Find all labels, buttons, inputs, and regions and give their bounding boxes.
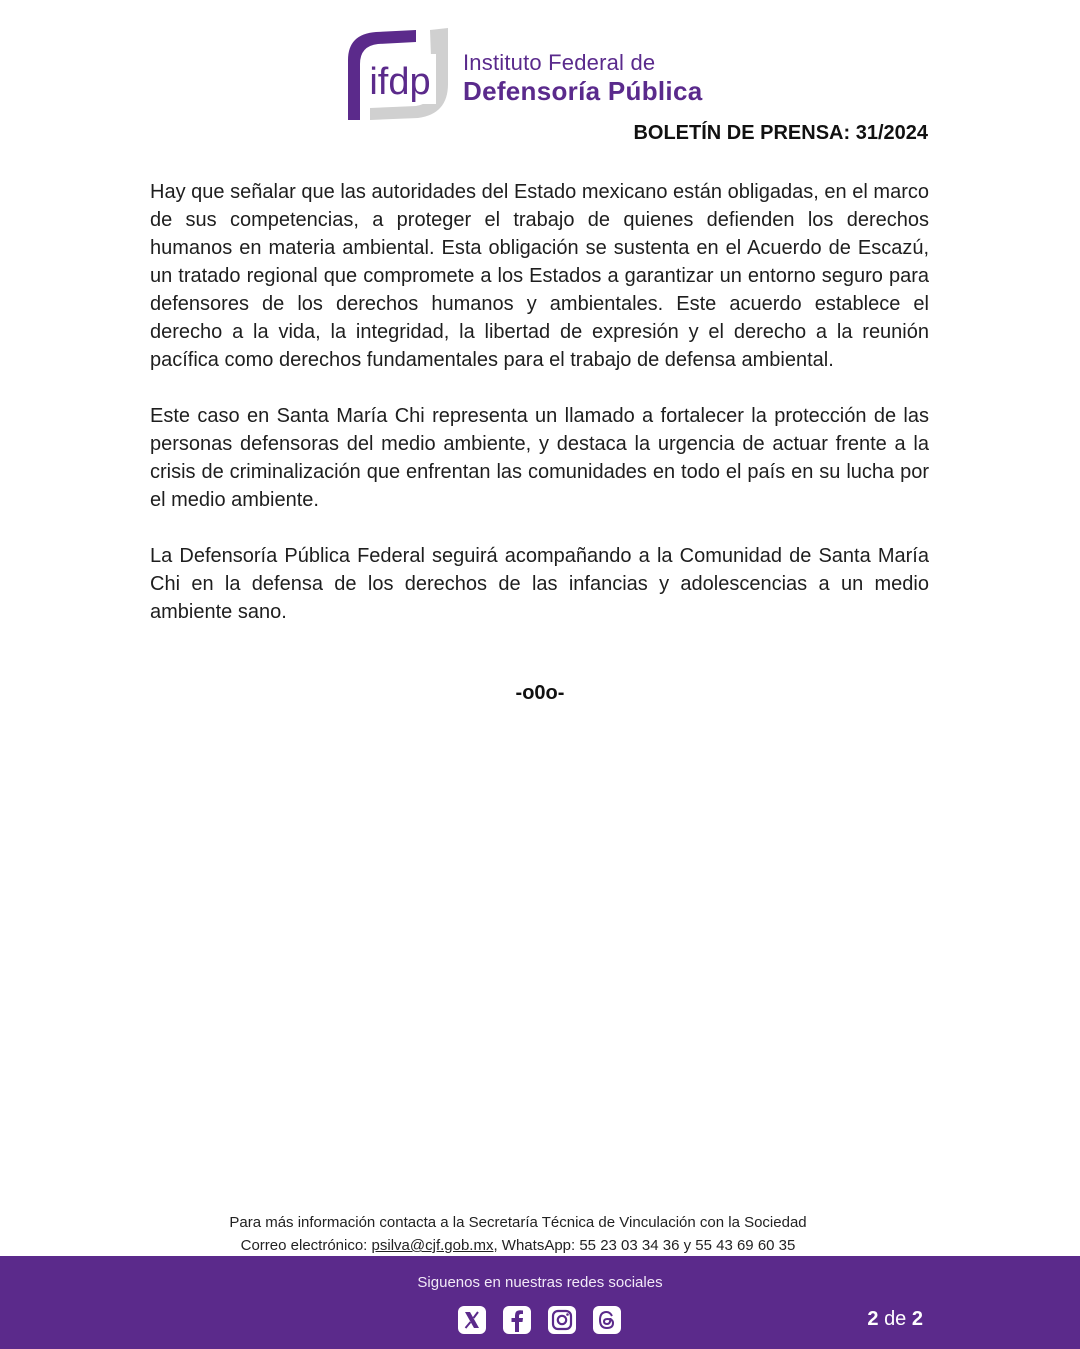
ifdp-logo: [330, 26, 730, 122]
email-link[interactable]: psilva@cjf.gob.mx: [371, 1237, 494, 1254]
social-icons: [457, 1305, 627, 1337]
threads-icon[interactable]: [592, 1305, 622, 1335]
bulletin-number: BOLETÍN DE PRENSA: 31/2024: [633, 122, 928, 144]
paragraph: Este caso en Santa María Chi representa un llamado a fortalecer la protección de las personas defensoras del medio ambiente, y destaca la urgencia de actuar frente a la crisis de criminalización que enfrentan las comunidades en todo el país en su lucha por el medio ambiente.: [150, 405, 929, 511]
page-total: 2: [911, 1308, 923, 1330]
ifdp-logo-mark: [330, 26, 450, 122]
page-current: 2: [867, 1308, 879, 1330]
page-number: [867, 1308, 923, 1331]
social-label: Siguenos en nuestras redes sociales: [417, 1274, 663, 1291]
paragraph: Hay que señalar que las autoridades del Estado mexicano están obligadas, en el marco de sus competencias, a proteger el trabajo de quienes defienden los derechos humanos en materia ambiental. Esta obligación se sustenta en el Acuerdo de Escazú, un tratado regional que compromete a los Estados a garantizar un entorno seguro para defensores de los derechos humanos y ambientales. Este acuerdo establece el derecho a la vida, la integridad, la libertad de expresión y el derecho a la reunión pacífica como derechos fundamentales para el trabajo de defensa ambiental.: [150, 181, 929, 371]
paragraph: La Defensoría Pública Federal seguirá acompañando a la Comunidad de Santa María Chi en la defensa de los derechos de las infancias y adolescencias a un medio ambiente sano.: [150, 545, 929, 623]
facebook-icon[interactable]: [502, 1305, 532, 1335]
logo-abbr: ifdp: [369, 61, 431, 103]
email-label: Correo electrónico:: [240, 1237, 372, 1254]
contact-info: Para más información contacta a la Secretaría Técnica de Vinculación con la Sociedad: [229, 1214, 807, 1231]
press-release-body: [150, 178, 929, 654]
page-of: de: [884, 1308, 907, 1330]
footer-bar: [0, 1256, 1080, 1349]
instagram-icon[interactable]: [547, 1305, 577, 1335]
org-name-line1: Instituto Federal de: [463, 50, 656, 75]
org-name-line2: Defensoría Pública: [463, 76, 703, 106]
contact-details: [0, 1237, 1036, 1254]
closing-mark: -o0o-: [515, 682, 565, 704]
whatsapp-info: , WhatsApp: 55 23 03 34 36 y 55 43 69 60 35: [493, 1237, 796, 1254]
x-icon[interactable]: [457, 1305, 487, 1335]
